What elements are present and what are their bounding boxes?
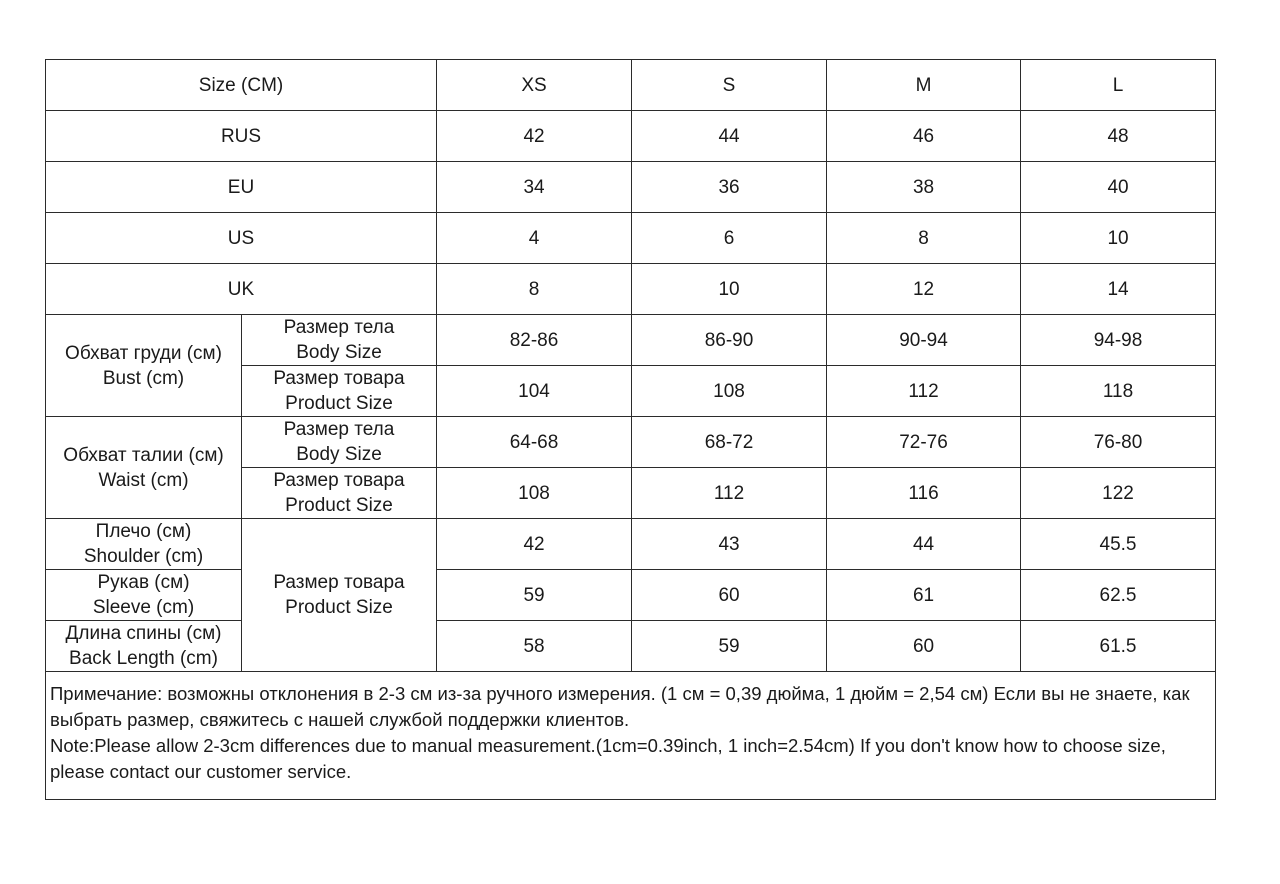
back-length-label-en: Back Length (cm): [69, 648, 218, 669]
table-cell: 44: [632, 111, 827, 162]
table-cell: 62.5: [1021, 570, 1216, 621]
note-text-en: Note:Please allow 2-3cm differences due to manual measurement.(1cm=0.39inch, 1 inch=2.54cm) If you don't know how to choose size, please contact our customer service.: [50, 735, 1166, 782]
table-cell: 8: [827, 213, 1021, 264]
table-cell: 12: [827, 264, 1021, 315]
standard-name-us: US: [46, 213, 437, 264]
table-cell: 34: [437, 162, 632, 213]
note-text-ru: Примечание: возможны отклонения в 2-3 см из-за ручного измерения. (1 см = 0,39 дюйма, 1 дюйм = 2,54 см) Если вы не знаете, как выбрать размер, свяжитесь с нашей службой поддержки клиентов.: [50, 683, 1190, 730]
table-cell: 108: [437, 468, 632, 519]
back-length-label: [46, 621, 242, 672]
shoulder-label: [46, 519, 242, 570]
size-header-xs: XS: [437, 60, 632, 111]
table-cell: 36: [632, 162, 827, 213]
table-cell: 59: [632, 621, 827, 672]
table-cell: 112: [827, 366, 1021, 417]
table-cell: 86-90: [632, 315, 827, 366]
bust-label-ru: Обхват груди (см): [65, 342, 222, 364]
table-cell: 4: [437, 213, 632, 264]
table-cell: 42: [437, 111, 632, 162]
table-cell: 64-68: [437, 417, 632, 468]
table-cell: 58: [437, 621, 632, 672]
standard-name-uk: UK: [46, 264, 437, 315]
table-cell: 40: [1021, 162, 1216, 213]
measure-type-ru: Размер тела: [283, 317, 395, 338]
measure-type-ru: Размер тела: [283, 419, 395, 440]
table-cell: 10: [1021, 213, 1216, 264]
measure-type-ru: Размер товара: [273, 470, 405, 491]
table-row: [46, 111, 1216, 162]
measure-type-en: Body Size: [296, 444, 382, 465]
table-cell: 59: [437, 570, 632, 621]
table-cell: 122: [1021, 468, 1216, 519]
table-cell: 112: [632, 468, 827, 519]
table-cell: 76-80: [1021, 417, 1216, 468]
table-cell: 60: [632, 570, 827, 621]
note-row: [46, 672, 1216, 800]
table-cell: 44: [827, 519, 1021, 570]
shoulder-label-ru: Плечо (см): [95, 521, 192, 542]
table-row: [46, 213, 1216, 264]
table-cell: 42: [437, 519, 632, 570]
table-cell: 82-86: [437, 315, 632, 366]
measure-type-en: Product Size: [285, 495, 393, 516]
table-cell: 8: [437, 264, 632, 315]
table-cell: 72-76: [827, 417, 1021, 468]
waist-label-ru: Обхват талии (см): [63, 444, 224, 466]
table-cell: 68-72: [632, 417, 827, 468]
table-cell: 94-98: [1021, 315, 1216, 366]
measure-type-body: [242, 315, 437, 366]
table-cell: 38: [827, 162, 1021, 213]
table-row: [46, 570, 1216, 621]
table-cell: 10: [632, 264, 827, 315]
table-row: [46, 315, 1216, 366]
table-cell: 6: [632, 213, 827, 264]
shoulder-label-en: Shoulder (cm): [83, 546, 204, 567]
table-row: [46, 264, 1216, 315]
measure-type-en: Product Size: [285, 393, 393, 414]
measure-type-body: [242, 417, 437, 468]
table-cell: 104: [437, 366, 632, 417]
waist-label-en: Waist (cm): [98, 469, 189, 491]
table-cell: 46: [827, 111, 1021, 162]
table-cell: 118: [1021, 366, 1216, 417]
table-cell: 116: [827, 468, 1021, 519]
sleeve-label-ru: Рукав (см): [97, 572, 190, 593]
measure-type-product: [242, 519, 437, 672]
size-header-s: S: [632, 60, 827, 111]
standard-name-rus: RUS: [46, 111, 437, 162]
measure-type-en: Product Size: [285, 597, 393, 618]
measure-type-ru: Размер товара: [273, 572, 405, 593]
size-header-m: M: [827, 60, 1021, 111]
table-cell: 43: [632, 519, 827, 570]
table-cell: 108: [632, 366, 827, 417]
table-cell: 61.5: [1021, 621, 1216, 672]
measure-type-product: [242, 366, 437, 417]
size-chart: [45, 59, 1215, 800]
sleeve-label-en: Sleeve (cm): [92, 597, 195, 618]
measure-type-en: Body Size: [296, 342, 382, 363]
note-cell: [46, 672, 1216, 800]
size-header-l: L: [1021, 60, 1216, 111]
bust-label-en: Bust (cm): [102, 367, 185, 389]
measure-type-product: [242, 468, 437, 519]
standard-name-eu: EU: [46, 162, 437, 213]
table-cell: 61: [827, 570, 1021, 621]
table-cell: 45.5: [1021, 519, 1216, 570]
sleeve-label: [46, 570, 242, 621]
table-row: [46, 417, 1216, 468]
table-cell: 90-94: [827, 315, 1021, 366]
measure-type-ru: Размер товара: [273, 368, 405, 389]
back-length-label-ru: Длина спины (см): [65, 623, 222, 644]
table-cell: 48: [1021, 111, 1216, 162]
size-table: [45, 59, 1216, 800]
table-cell: 14: [1021, 264, 1216, 315]
table-row: [46, 162, 1216, 213]
table-row: [46, 519, 1216, 570]
waist-label: [46, 417, 242, 519]
header-row: [46, 60, 1216, 111]
bust-label: [46, 315, 242, 417]
table-cell: 60: [827, 621, 1021, 672]
size-header-label: Size (CM): [46, 60, 437, 111]
table-row: [46, 621, 1216, 672]
